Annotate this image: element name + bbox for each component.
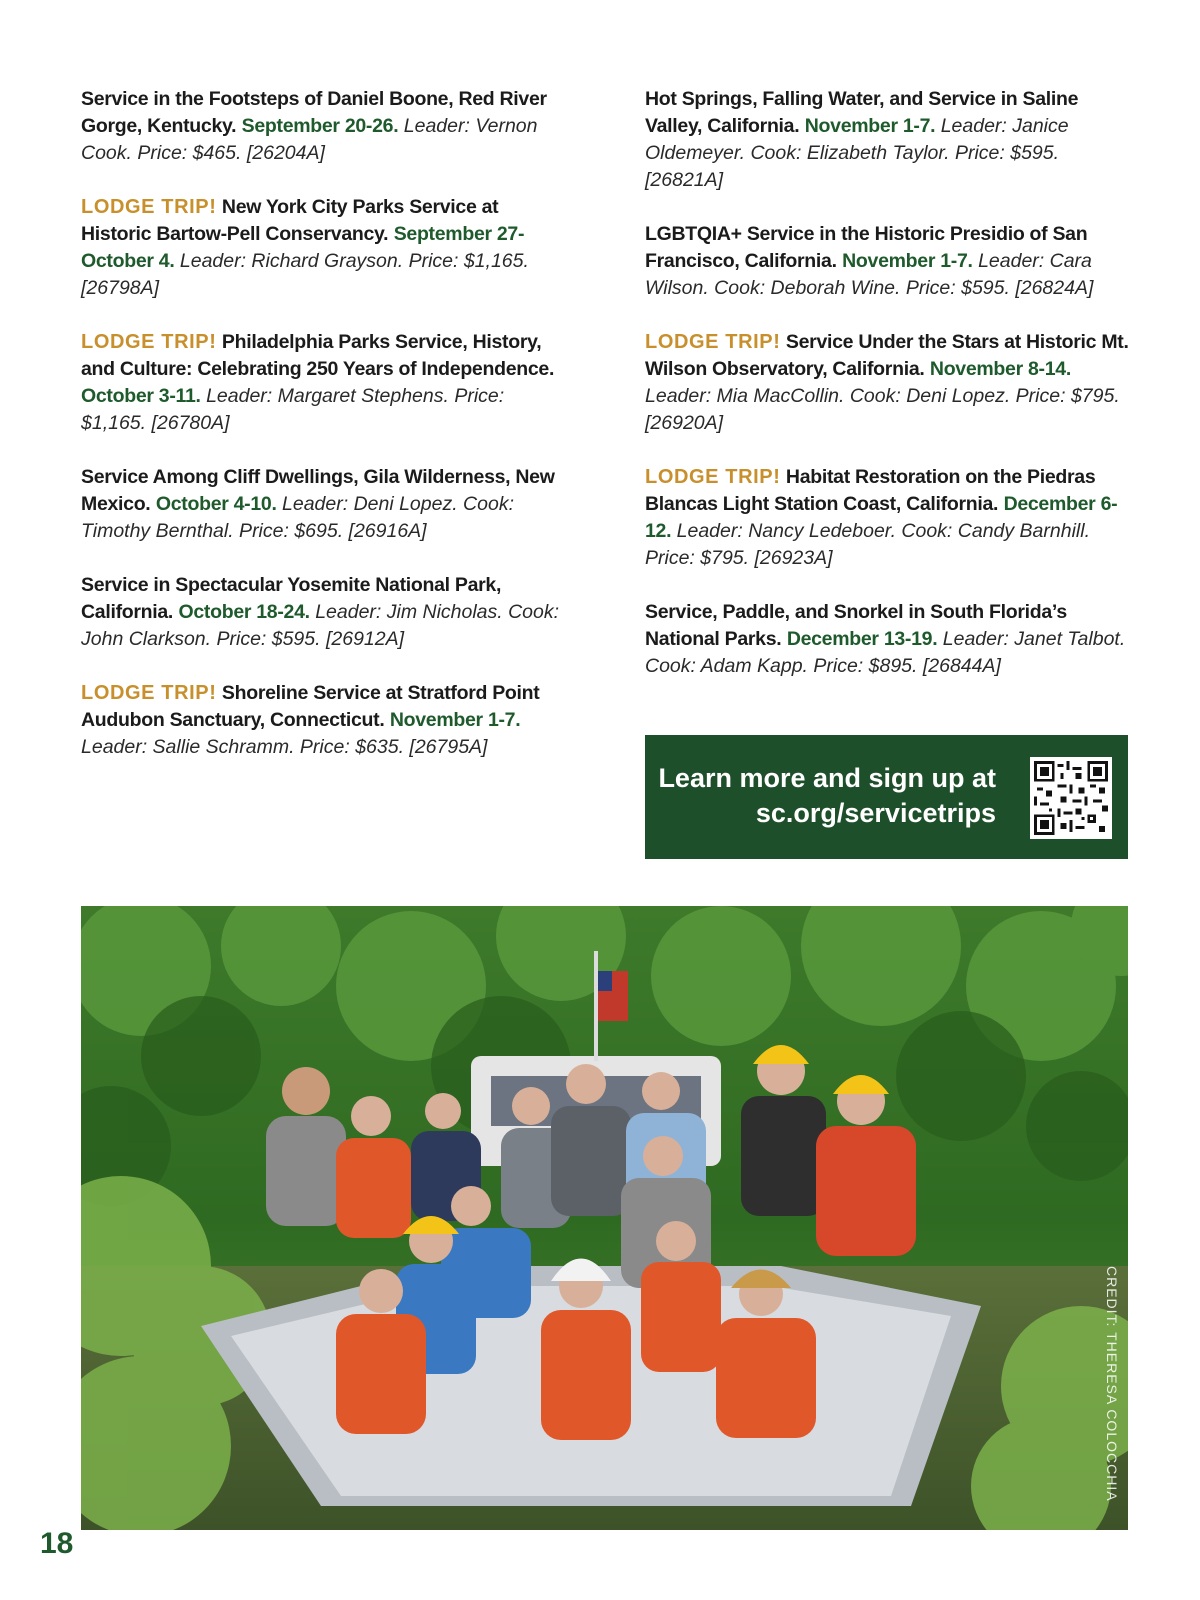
trip-title: Service Among Cliff Dwellings, Gila Wilderness, New Mexico. [81, 466, 555, 515]
qr-code-icon[interactable] [1030, 757, 1112, 839]
page-number: 18 [40, 1527, 74, 1560]
trip-details: Leader: Nancy Ledeboer. Cook: Candy Barnhill. Price: $795. [26923A] [645, 520, 1090, 569]
trip-details: Leader: Mia MacCollin. Cook: Deni Lopez. Price: $795. [26920A] [645, 385, 1120, 434]
trip-title: Service Under the Stars at Historic Mt. Wilson Observatory, California. [645, 331, 1129, 380]
signup-callout[interactable] [645, 735, 1128, 859]
trip-title: Hot Springs, Falling Water, and Service in Saline Valley, California. [645, 88, 1079, 137]
trip-entry [645, 464, 1135, 572]
trip-details: Leader: Cara Wilson. Cook: Deborah Wine. Price: $595. [26824A] [645, 250, 1094, 299]
trip-title: LGBTQIA+ Service in the Historic Presidio of San Francisco, California. [645, 223, 1088, 272]
trip-entry [645, 329, 1135, 437]
trip-title: Service in Spectacular Yosemite National Park, California. [81, 574, 502, 623]
trip-details: Leader: Jim Nicholas. Cook: John Clarkson. Price: $595. [26912A] [81, 601, 560, 650]
trip-entry [645, 86, 1135, 194]
trip-title: Service in the Footsteps of Daniel Boone, Red River Gorge, Kentucky. [81, 88, 547, 137]
trip-details: Leader: Deni Lopez. Cook: Timothy Bernthal. Price: $695. [26916A] [81, 493, 514, 542]
trip-details: Leader: Janice Oldemeyer. Cook: Elizabeth Taylor. Price: $595. [26821A] [645, 115, 1069, 191]
trip-entry [81, 572, 571, 653]
lodge-trip-label: LODGE TRIP! [81, 331, 217, 353]
trip-dates: September 27-October 4. [81, 223, 525, 272]
trip-entry [81, 86, 571, 167]
signup-url[interactable]: sc.org/servicetrips [755, 798, 996, 828]
trip-title: Habitat Restoration on the Piedras Blancas Light Station Coast, California. [645, 466, 1096, 515]
trip-title: New York City Parks Service at Historic Bartow-Pell Conservancy. [81, 196, 499, 245]
trip-dates: November 8-14. [929, 358, 1071, 380]
trip-entry [81, 329, 571, 437]
trip-title: Service, Paddle, and Snorkel in South Florida’s National Parks. [645, 601, 1067, 650]
trip-dates: November 1-7. [842, 250, 973, 272]
trip-list-left [81, 86, 571, 788]
photo-credit: CREDIT: THERESA COLOCCHIA [1104, 1266, 1120, 1502]
trip-entry [645, 599, 1135, 680]
trip-list-right [645, 86, 1135, 707]
trip-title: Philadelphia Parks Service, History, and Culture: Celebrating 250 Years of Independence. [81, 331, 555, 380]
trip-entry [81, 680, 571, 761]
signup-line: Learn more and sign up at [658, 763, 996, 793]
trip-dates: December 6-12. [645, 493, 1118, 542]
signup-text [658, 761, 996, 831]
trip-entry [81, 194, 571, 302]
trip-dates: October 4-10. [155, 493, 277, 515]
trip-entry [81, 464, 571, 545]
trip-entry [645, 221, 1135, 302]
trip-dates: October 18-24. [178, 601, 310, 623]
trip-dates: December 13-19. [786, 628, 938, 650]
trip-details: Leader: Richard Grayson. Price: $1,165. [26798A] [81, 250, 529, 299]
trip-dates: November 1-7. [804, 115, 936, 137]
trip-details: Leader: Janet Talbot. Cook: Adam Kapp. Price: $895. [26844A] [645, 628, 1126, 677]
group-photo [81, 906, 1128, 1530]
trip-details: Leader: Sallie Schramm. Price: $635. [26795A] [81, 736, 488, 758]
trip-title: Shoreline Service at Stratford Point Audubon Sanctuary, Connecticut. [81, 682, 540, 731]
lodge-trip-label: LODGE TRIP! [81, 196, 217, 218]
trip-details: Leader: Margaret Stephens. Price: $1,165. [26780A] [81, 385, 505, 434]
trip-dates: October 3-11. [81, 385, 201, 407]
trip-dates: September 20-26. [241, 115, 399, 137]
lodge-trip-label: LODGE TRIP! [645, 466, 781, 488]
trip-dates: November 1-7. [389, 709, 521, 731]
photo-illustration [81, 906, 1128, 1530]
lodge-trip-label: LODGE TRIP! [645, 331, 781, 353]
trip-details: Leader: Vernon Cook. Price: $465. [26204A] [81, 115, 538, 164]
lodge-trip-label: LODGE TRIP! [81, 682, 217, 704]
